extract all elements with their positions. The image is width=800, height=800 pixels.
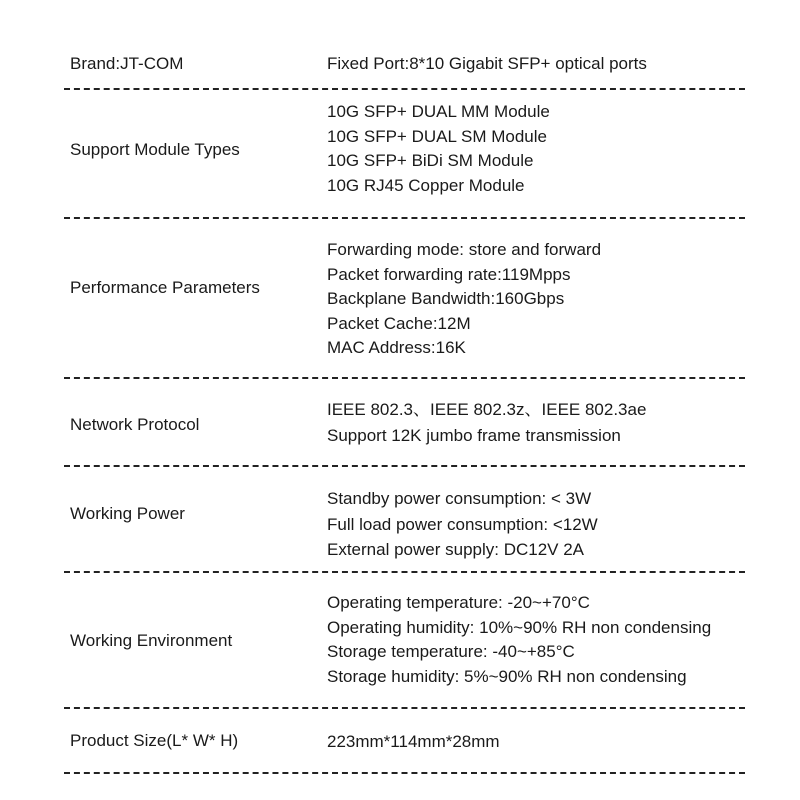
row-value bbox=[327, 397, 646, 449]
row-label: Product Size(L* W* H) bbox=[70, 731, 239, 750]
row-divider bbox=[64, 571, 745, 573]
value-line: Standby power consumption: < 3W bbox=[327, 489, 592, 508]
row-divider bbox=[64, 377, 745, 379]
value-line: 10G SFP+ DUAL SM Module bbox=[327, 126, 547, 146]
row-divider bbox=[64, 88, 745, 90]
row-label: Working Power bbox=[70, 504, 185, 523]
value-line: Packet Cache:12M bbox=[327, 313, 471, 333]
row-label: Network Protocol bbox=[70, 415, 200, 434]
row-divider bbox=[64, 707, 745, 709]
value-line: 10G RJ45 Copper Module bbox=[327, 175, 525, 195]
value-line: Support 12K jumbo frame transmission bbox=[327, 426, 621, 445]
fixed-port-value: 8*10 Gigabit SFP+ optical ports bbox=[409, 54, 647, 73]
row-value bbox=[327, 729, 500, 755]
value-line: IEEE 802.3、IEEE 802.3z、IEEE 802.3ae bbox=[327, 400, 647, 419]
row-divider bbox=[64, 217, 745, 219]
row-label: Performance Parameters bbox=[70, 278, 260, 297]
value-line: MAC Address:16K bbox=[327, 338, 466, 357]
value-line: Backplane Bandwidth:160Gbps bbox=[327, 289, 565, 308]
fixed-port-label: Fixed Port: bbox=[327, 54, 410, 73]
row-value bbox=[327, 486, 598, 563]
value-line: 223mm*114mm*28mm bbox=[327, 732, 500, 751]
row-label: Working Environment bbox=[70, 631, 233, 650]
value-line: Operating temperature: -20~+70°C bbox=[327, 593, 590, 612]
row-value bbox=[327, 238, 601, 361]
value-line: 10G SFP+ DUAL MM Module bbox=[327, 102, 550, 121]
brand-field bbox=[70, 52, 183, 76]
brand-label: Brand: bbox=[70, 54, 121, 73]
value-line: Full load power consumption: <12W bbox=[327, 514, 598, 534]
fixed-port-field bbox=[327, 52, 647, 77]
row-value bbox=[327, 591, 711, 689]
value-line: Storage temperature: -40~+85°C bbox=[327, 642, 575, 661]
value-line: Storage humidity: 5%~90% RH non condensing bbox=[327, 666, 687, 686]
value-line: Packet forwarding rate:119Mpps bbox=[327, 264, 571, 284]
value-line: 10G SFP+ BiDi SM Module bbox=[327, 151, 534, 170]
value-line: External power supply: DC12V 2A bbox=[327, 540, 585, 559]
row-value bbox=[327, 100, 550, 198]
brand-value: JT-COM bbox=[120, 54, 184, 73]
row-divider bbox=[64, 465, 745, 467]
value-line: Forwarding mode: store and forward bbox=[327, 240, 602, 259]
value-line: Operating humidity: 10%~90% RH non condensing bbox=[327, 617, 712, 637]
row-divider bbox=[64, 772, 745, 774]
row-label: Support Module Types bbox=[70, 140, 240, 159]
